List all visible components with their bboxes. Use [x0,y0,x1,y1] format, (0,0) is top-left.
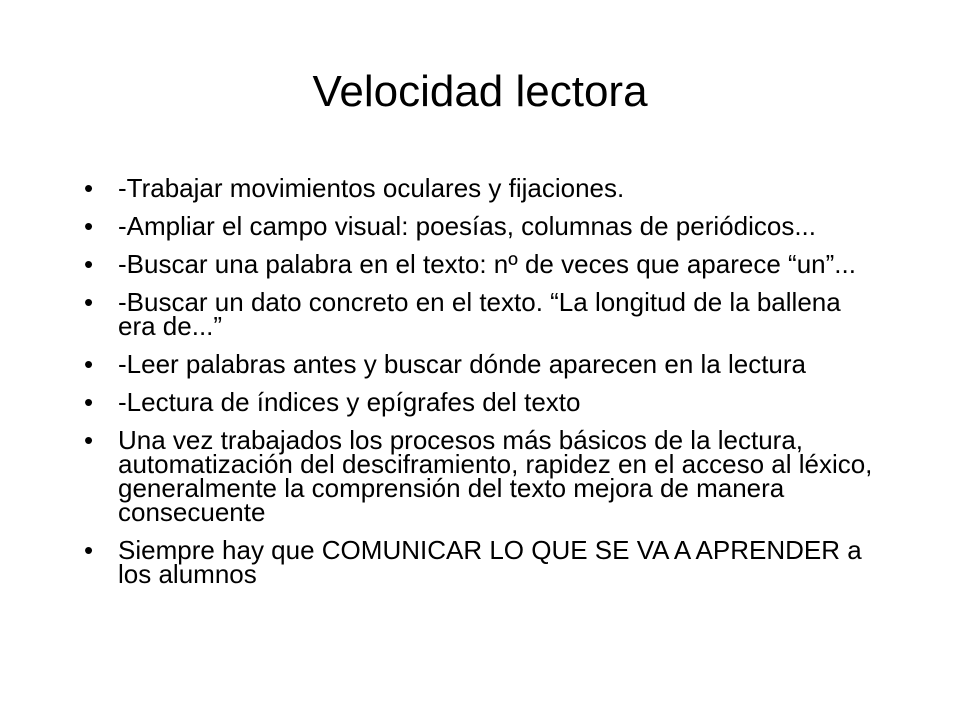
bullet-text: -Buscar una palabra en el texto: nº de veces que aparece “un”... [118,249,856,279]
bullet-icon: • [84,211,94,241]
bullet-text: -Leer palabras antes y buscar dónde aparecen en la lectura [118,349,806,379]
bullet-icon: • [84,425,94,455]
bullet-item [84,387,874,417]
bullet-text: Una vez trabajados los procesos más básicos de la lectura, automatización del desciframiento, rapidez en el acceso al léxico, generalmente la comprensión del texto mejora de manera consecuente [118,425,873,527]
bullet-item [84,349,874,379]
slide-title: Velocidad lectora [312,67,648,116]
bullet-icon: • [84,287,94,317]
bullet-item [84,287,874,341]
bullet-icon: • [84,535,94,565]
bullet-text: -Ampliar el campo visual: poesías, columnas de periódicos... [118,211,816,241]
bullet-text: -Lectura de índices y epígrafes del texto [118,387,581,417]
bullet-icon: • [84,387,94,417]
bullet-item [84,535,874,589]
bullet-icon: • [84,173,94,203]
bullet-item [84,211,874,241]
bullet-icon: • [84,249,94,279]
bullet-icon: • [84,349,94,379]
bullet-item [84,249,874,279]
bullet-text: -Trabajar movimientos oculares y fijaciones. [118,173,625,203]
bullet-item [84,425,874,527]
bullet-text: -Buscar un dato concreto en el texto. “La longitud de la ballena era de...” [118,287,841,341]
bullet-list [84,173,874,600]
bullet-item [84,173,874,203]
bullet-text: Siempre hay que COMUNICAR LO QUE SE VA A APRENDER a los alumnos [118,535,862,589]
